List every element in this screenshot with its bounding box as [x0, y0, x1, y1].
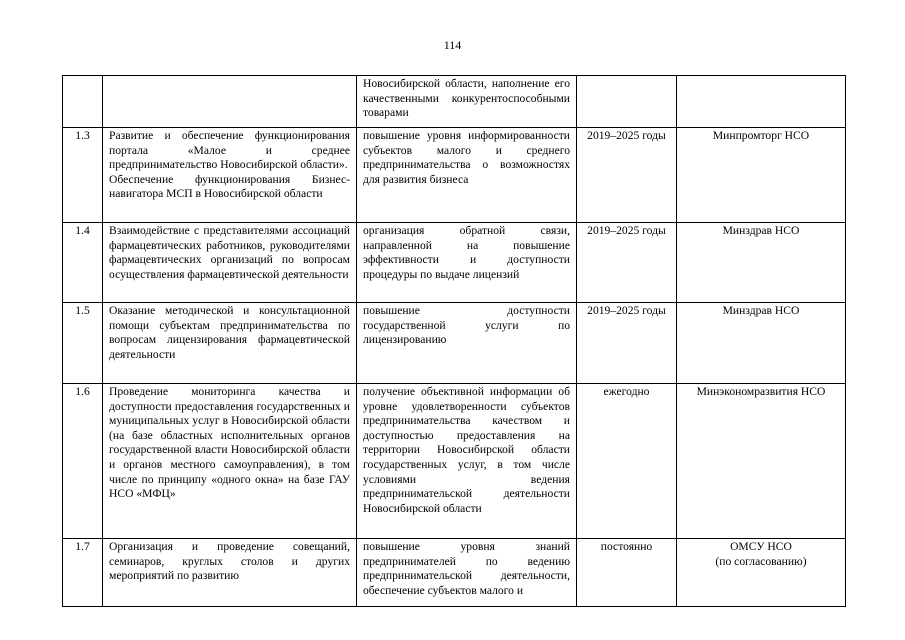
executor-note: (по согласованию) [715, 554, 807, 568]
action-cell [103, 223, 357, 303]
result-cell [357, 223, 577, 303]
page-number: 114 [443, 38, 462, 52]
action-text: Развитие и обеспечение функционирования портала «Малое и среднее предпринимательство Новосибирской области». [109, 129, 350, 172]
action-text: Организация и проведение совещаний, семинаров, круглых столов и других мероприятий по развитию [109, 540, 350, 583]
row-number: 1.5 [63, 303, 103, 384]
action-cell [103, 539, 357, 607]
result-text: получение объективной информации об уровне удовлетворенности субъектов предпринимательства качеством и доступностью предоставления на территории Новосибирской области государственных услуг, в том числе условиями ведения предпринимательской деятельности Новосибирской области [363, 385, 570, 515]
action-cell [103, 384, 357, 539]
table-row [63, 539, 846, 607]
row-number: 1.4 [63, 223, 103, 303]
executor-cell [677, 76, 846, 128]
row-number [63, 76, 103, 128]
executor-text: Минэкономразвития НСО [696, 385, 826, 398]
term-cell: ежегодно [577, 384, 677, 539]
executor-text: ОМСУ НСО [730, 540, 792, 553]
action-text: Проведение мониторинга качества и доступности предоставления государственных и муниципальных услуг в Новосибирской области (на базе областных исполнительных органов государственной власти Новосибирской области и органов местного самоуправления), в том числе по принципу «одного окна» на базе ГАУ НСО «МФЦ» [109, 385, 350, 501]
term-cell [577, 76, 677, 128]
action-cell [103, 76, 357, 128]
result-cell [357, 539, 577, 607]
table-row [63, 76, 846, 128]
result-text: повышение уровня информированности субъектов малого и среднего предпринимательства о возможностях для развития бизнеса [363, 129, 570, 186]
action-cell [103, 128, 357, 223]
executor-cell [677, 539, 846, 607]
term-cell: постоянно [577, 539, 677, 607]
action-cell [103, 303, 357, 384]
executor-text: Минздрав НСО [722, 304, 800, 317]
table-row [63, 128, 846, 223]
term-cell: 2019–2025 годы [577, 223, 677, 303]
row-number: 1.6 [63, 384, 103, 539]
action-text: Оказание методической и консультационной помощи субъектам предпринимательства по вопросам лицензирования фармацевтической деятельности [109, 304, 350, 361]
result-cell [357, 128, 577, 223]
result-text: организация обратной связи, направленной на повышение эффективности и доступности процедуры по выдаче лицензий [363, 224, 570, 281]
table-row [63, 223, 846, 303]
executor-text: Минздрав НСО [722, 224, 800, 237]
term-cell: 2019–2025 годы [577, 303, 677, 384]
term-cell: 2019–2025 годы [577, 128, 677, 223]
result-text: повышение уровня знаний предпринимателей по ведению предпринимательской деятельности, обеспечение субъектов малого и [363, 540, 570, 597]
result-text: повышение доступности государственной услуги по лицензированию [363, 304, 570, 347]
result-cell [357, 303, 577, 384]
executor-text: Минпромторг НСО [712, 129, 810, 142]
result-text: Новосибирской области, наполнение его качественными конкурентоспособными товарами [363, 77, 570, 120]
result-cell [357, 76, 577, 128]
executor-cell [677, 223, 846, 303]
executor-cell [677, 384, 846, 539]
row-number: 1.3 [63, 128, 103, 223]
executor-cell [677, 303, 846, 384]
table-row [63, 303, 846, 384]
table-row [63, 384, 846, 539]
row-number: 1.7 [63, 539, 103, 607]
executor-cell [677, 128, 846, 223]
action-text: Обеспечение функционирования Бизнес-навигатора МСП в Новосибирской области [109, 172, 350, 201]
action-text: Взаимодействие с представителями ассоциаций фармацевтических работников, руководителями фармацевтических организаций по вопросам осуществления фармацевтической деятельности [109, 224, 350, 281]
activities-table [62, 75, 846, 607]
result-cell [357, 384, 577, 539]
